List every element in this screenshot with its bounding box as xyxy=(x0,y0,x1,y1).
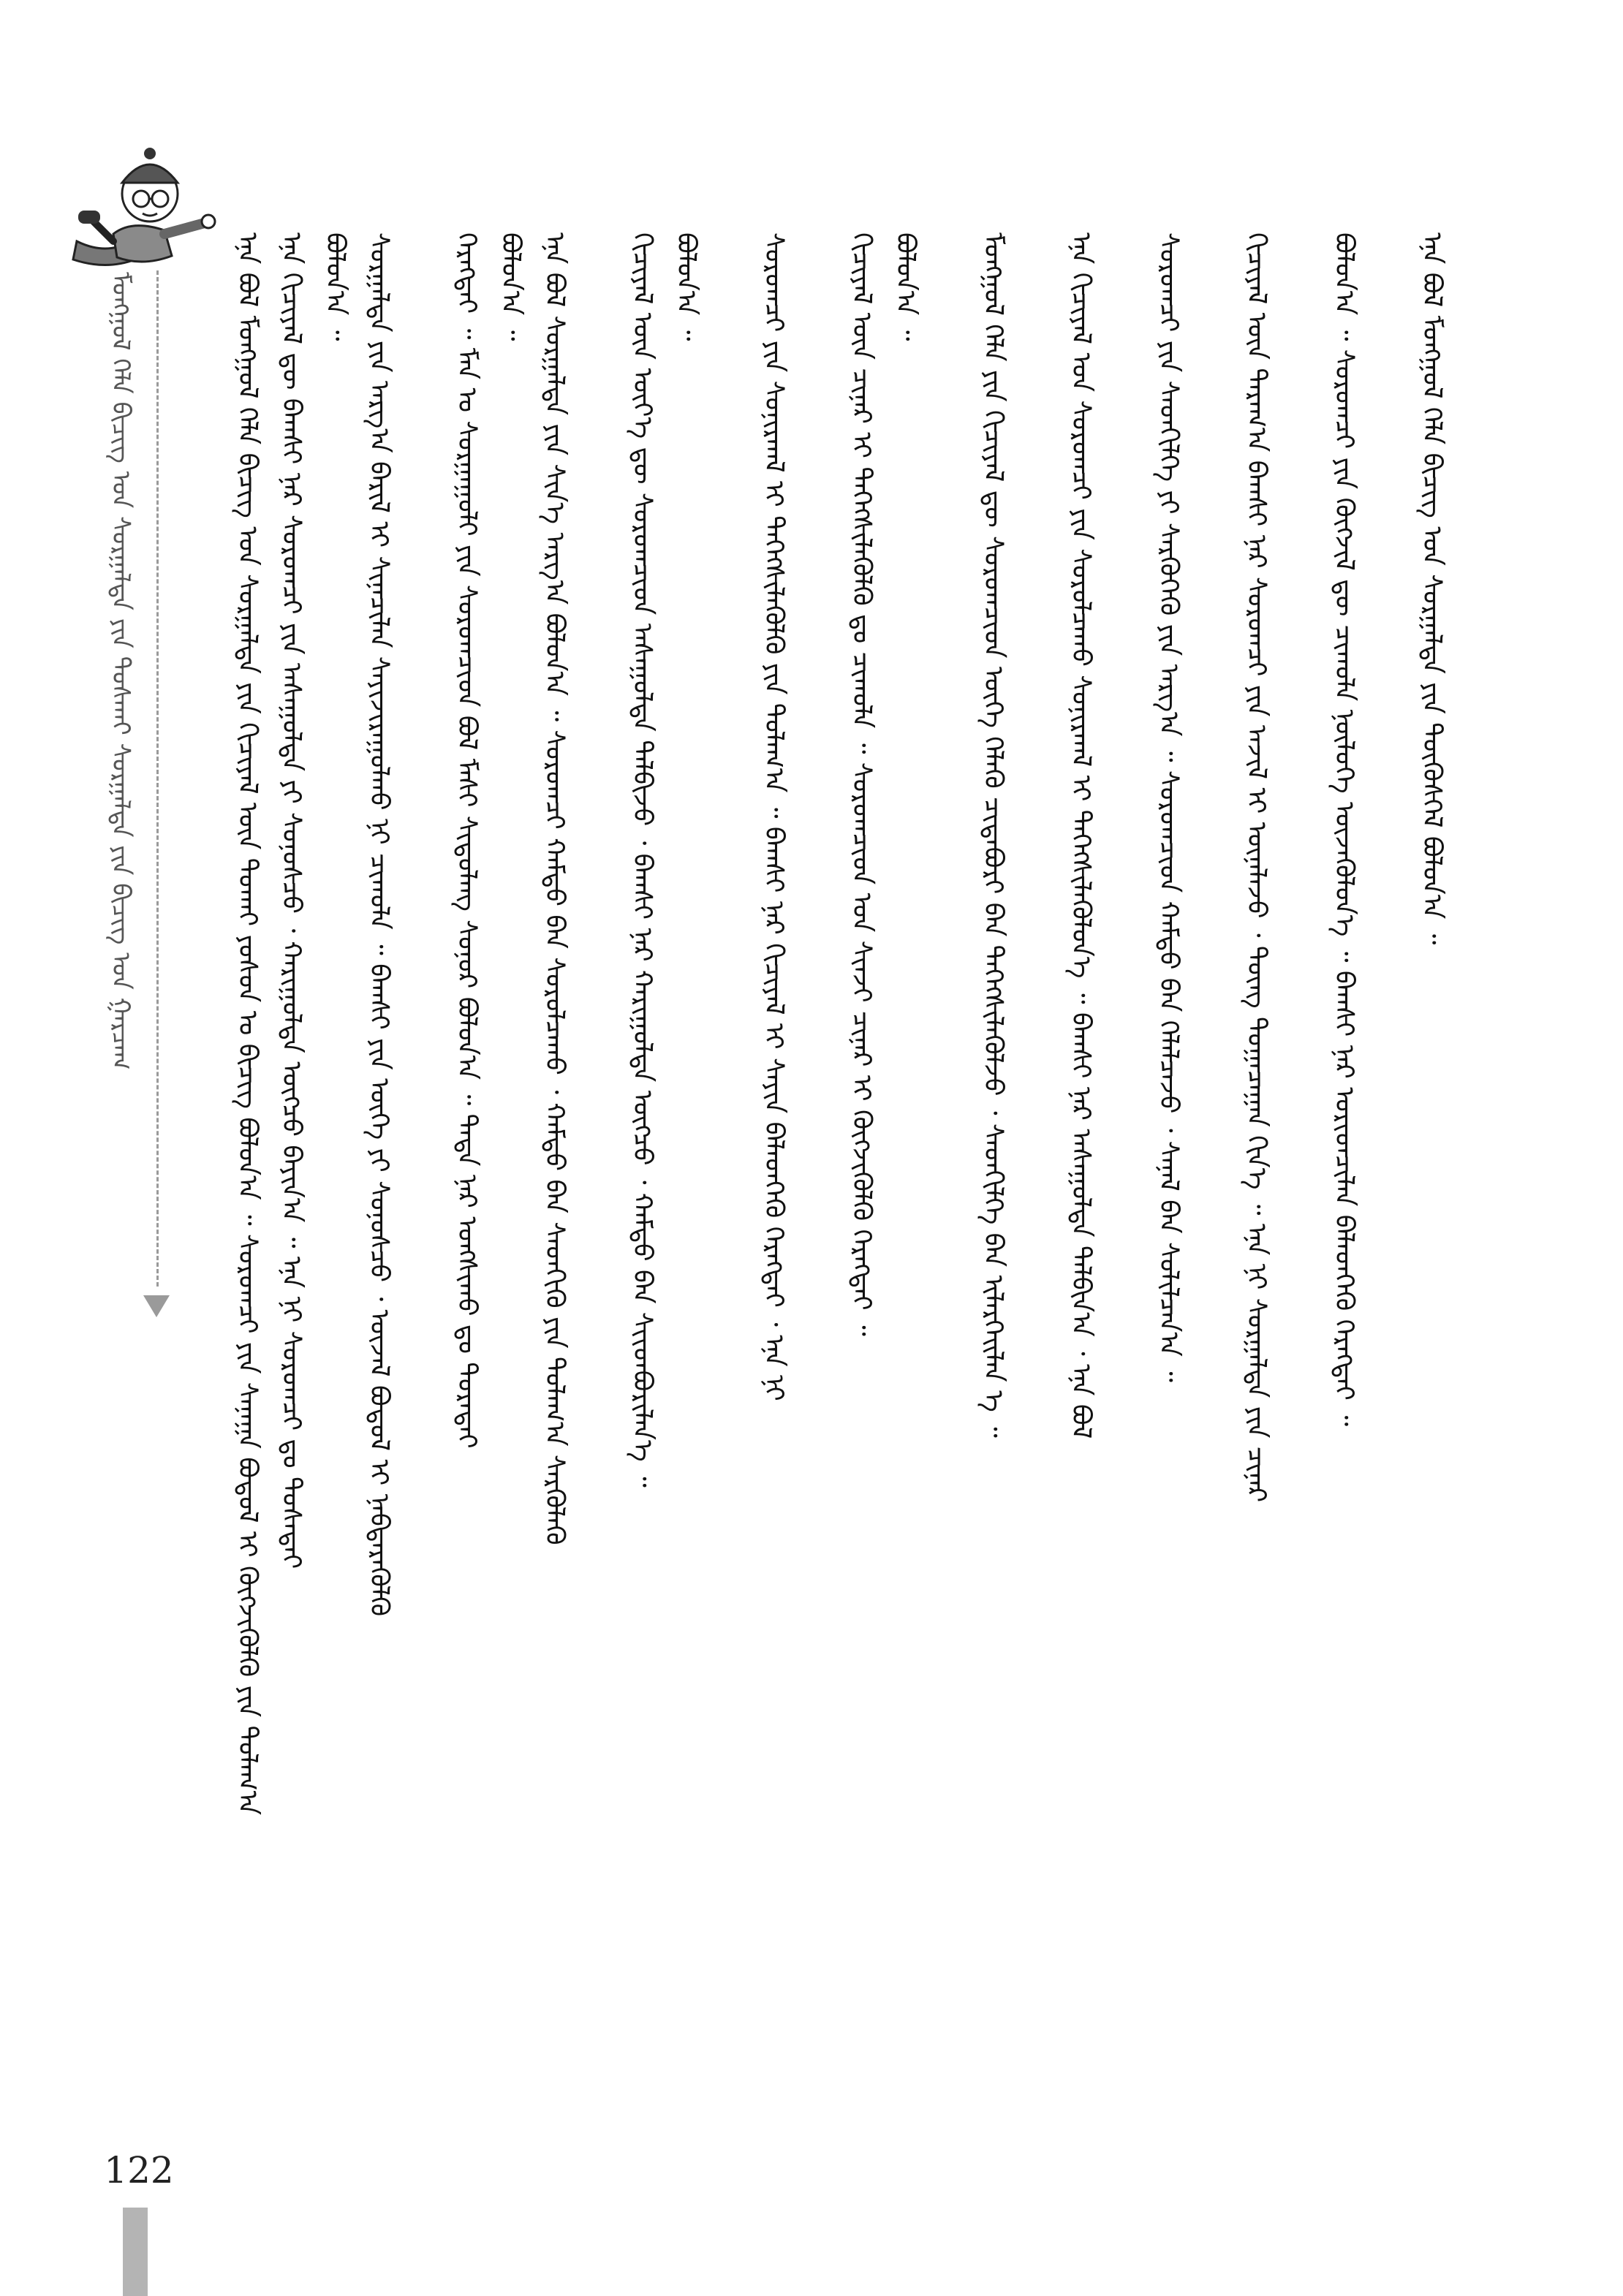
text-column-11: ᠬᠢᠴᠢᠶᠡᠯ ᠦᠨ ᠴᠢᠨᠠᠷ ᠢ ᠳᠡᠭᠡᠭᠰᠢᠯᠡᠭᠦᠯᠬᠦ ᠳᠤ ᠴᠢᠬᠤᠯᠠ ᠃ ᠰᠤᠷᠤᠭᠴᠢᠳ ᠤᠨ ᠰᠢᠨᠵᠢ ᠴᠢᠨᠠᠷ ᠢ ᠬᠥᠭᠵᠢᠭᠦᠯᠬᠦ ᠬᠡᠷᠡᠭᠲᠡᠢ ᠃ xyxy=(847,232,877,1336)
page-number: 122 xyxy=(104,2149,174,2191)
running-header-text: ᠮᠣᠩᠭᠣᠯ ᠬᠡᠯᠡ ᠪᠢᠴᠢᠭ ᠤᠨ ᠰᠤᠷᠭᠠᠯᠲᠠ ᠶᠢᠨ ᠲᠤᠰᠬᠠᠶ ᠰᠤᠷᠭᠠᠯᠲᠠ ᠶᠢᠨ ᠪᠢᠴᠢᠭ ᠤᠨ ᠭᠠᠷᠴᠠᠭ xyxy=(106,272,135,1070)
text-column-18: ᠡᠨᠡ ᠪᠣᠯ ᠮᠣᠩᠭᠣᠯ ᠬᠡᠯᠡ ᠪᠢᠴᠢᠭ ᠤᠨ ᠰᠤᠷᠭᠠᠯᠲᠠ ᠶᠢᠨ ᠲᠥᠭᠦᠰᠬᠡᠯ ᠪᠣᠯᠤᠨ᠎ᠠ ᠃ xyxy=(1417,232,1447,945)
text-column-6: ᠪᠣᠯᠤᠨ᠎ᠠ ᠃ xyxy=(496,232,526,341)
text-column-9: ᠪᠣᠯᠤᠨ᠎ᠠ ᠃ xyxy=(671,232,701,341)
header-dashed-rule xyxy=(156,270,159,1287)
running-header xyxy=(95,272,146,1295)
text-column-16: ᠬᠢᠴᠢᠶᠡᠯ ᠦᠨ ᠳᠠᠷᠠᠭ᠎ᠠ ᠪᠠᠭᠰᠢ ᠨᠠᠷ ᠰᠤᠷᠤᠭᠴᠢ ᠶᠢᠨ ᠠᠵᠢᠯ ᠢ ᠦᠨᠡᠯᠡᠵᠦ ᠂ ᠳᠦᠩ ᠲᠣᠭᠠᠴᠠᠭᠠᠨ ᠬᠢᠨ᠎ᠡ ᠃ ᠡᠨᠡ ᠨᠢ ᠰᠤᠷᠭᠠᠯᠲᠠ ᠶᠢᠨ ᠴᠢᠨᠠᠷ xyxy=(1241,232,1271,1503)
text-column-2: ᠡᠨᠡ ᠬᠢᠴᠢᠶᠡᠯ ᠳᠦ ᠪᠠᠭᠰᠢ ᠨᠠᠷ ᠰᠤᠷᠤᠭᠴᠢ ᠶᠢᠨ ᠠᠰᠠᠭᠤᠯᠲᠠ ᠶᠢ ᠰᠣᠨᠣᠰᠴᠤ ᠂ ᠬᠠᠷᠢᠭᠤᠯᠲᠠ ᠥᠭᠴᠦ ᠪᠠᠶᠢᠨ᠎ᠠ ᠃ ᠡᠨᠡ ᠨᠢ ᠰᠤᠷᠤᠭᠴᠢ ᠳᠤ ᠲᠤᠰᠠᠲᠠᠢ xyxy=(276,232,306,1569)
page-edge-bar xyxy=(123,2208,148,2296)
text-column-1: ᠡᠨᠡ ᠪᠣᠯ ᠮᠣᠩᠭᠣᠯ ᠬᠡᠯᠡ ᠪᠢᠴᠢᠭ ᠤᠨ ᠰᠤᠷᠭᠠᠯᠲᠠ ᠶᠢᠨ ᠬᠢᠴᠢᠶᠡᠯ ᠦᠨ ᠲᠤᠬᠠᠢ ᠶᠣᠰᠣᠨ ᠤ ᠪᠢᠴᠢᠭ ᠪᠣᠯᠣᠨ᠎ᠠ ᠃ ᠰᠤᠷᠤᠭᠴᠢ ᠶᠢᠨ ᠰᠠᠨᠠᠭᠠ ᠪᠣᠳᠣᠯ ᠢ ᠬᠥᠭᠵᠢᠭᠦᠯᠬᠦ ᠶᠢᠨ ᠲᠤᠯᠠᠭ᠎ᠠ xyxy=(232,232,262,1816)
text-column-12: ᠪᠣᠯᠤᠨ᠎ᠠ ᠃ xyxy=(890,232,920,341)
text-column-14: ᠡᠨᠡ ᠬᠢᠴᠢᠶᠡᠯ ᠤᠨ ᠰᠤᠷᠤᠭᠴᠢ ᠶᠢᠨ ᠰᠤᠷᠤᠯᠴᠠᠬᠤ ᠰᠣᠨᠢᠷᠬᠠᠯ ᠢ ᠳᠡᠭᠡᠭᠰᠢᠯᠡᠭᠦᠯᠦᠨ᠎ᠡ ᠃ ᠪᠠᠭᠰᠢ ᠨᠠᠷ ᠠᠰᠠᠭᠤᠯᠲᠠ ᠲᠠᠯᠪᠢᠨ᠎ᠠ ᠂ ᠡᠨᠡ ᠪᠣᠯ xyxy=(1066,232,1096,1439)
reading-boy-mascot-icon xyxy=(62,132,223,278)
header-arrow-icon xyxy=(143,1295,170,1317)
text-column-3: ᠪᠣᠯᠤᠨ᠎ᠠ ᠃ xyxy=(320,232,350,341)
text-column-5: ᠬᠡᠷᠡᠭᠲᠡᠢ ᠃ ᠮᠠᠨ ᠤ ᠰᠤᠷᠭᠠᠭᠤᠯᠢ ᠶᠢᠨ ᠰᠤᠷᠤᠭᠴᠢᠳ ᠪᠣᠯ ᠮᠠᠰᠢ ᠰᠢᠳᠦᠯᠡᠩ ᠰᠣᠨᠣᠷ ᠪᠣᠯᠤᠨ᠎ᠠ ᠃ ᠲᠡᠳᠡ ᠨᠠᠷ ᠤᠩᠰᠢᠬᠤ ᠳᠤ ᠳᠤᠷᠠᠲᠠᠢ xyxy=(452,232,482,1449)
text-column-13: ᠮᠣᠩᠭᠣᠯ ᠬᠡᠯᠡ ᠶᠢᠨ ᠬᠢᠴᠢᠶᠡᠯ ᠳᠦ ᠰᠤᠷᠤᠭᠴᠢᠳ ᠦᠭᠡ ᠬᠡᠯᠡᠬᠦ ᠴᠢᠳᠠᠪᠤᠷᠢ ᠪᠡᠨ ᠳᠡᠭᠡᠭᠰᠢᠯᠡᠭᠦᠯᠵᠦ ᠂ ᠰᠡᠳᠬᠢᠯᠭᠡ ᠪᠡᠨ ᠢᠯᠡᠷᠬᠡᠢᠯᠡᠨ ᠡ ᠃ xyxy=(978,232,1008,1438)
text-column-15: ᠰᠤᠷᠤᠭᠴᠢ ᠶᠢᠨ ᠰᠡᠳᠬᠢᠯᠭᠡ ᠶᠢ ᠰᠡᠷᠭᠦᠭᠡᠬᠦ ᠶᠢᠨ ᠠᠷᠭ᠎ᠠ ᠃ ᠰᠤᠷᠤᠭᠴᠢᠳ ᠬᠠᠮᠲᠤ ᠪᠡᠨ ᠬᠡᠯᠡᠯᠴᠡᠵᠦ ᠂ ᠰᠠᠨᠠᠯ ᠪᠡᠨ ᠰᠣᠯᠢᠯᠴᠠᠨ᠎ᠠ ᠃ xyxy=(1154,232,1184,1382)
text-column-4: ᠰᠤᠷᠭᠠᠯᠲᠠ ᠶᠢᠨ ᠠᠷᠭ᠎ᠠ ᠪᠠᠷᠢᠯ ᠢ ᠰᠢᠨᠡᠴᠢᠯᠡᠨ ᠰᠠᠶᠢᠵᠢᠷᠠᠭᠤᠯᠬᠤ ᠨᠢ ᠴᠢᠬᠤᠯᠠ ᠃ ᠪᠠᠭᠰᠢ ᠶᠢᠨ ᠦᠭᠡ ᠶᠢ ᠰᠣᠨᠣᠰᠴᠤ ᠂ ᠦᠵᠡᠯ ᠪᠣᠳᠣᠯ ᠢ ᠨᠡᠪᠲᠡᠷᠡᠭᠦᠯᠬᠦ xyxy=(364,232,394,1617)
text-column-8: ᠬᠢᠴᠢᠶᠡᠯ ᠦᠨ ᠦᠶ᠎ᠡ ᠳᠦ ᠰᠤᠷᠤᠭᠴᠢᠳ ᠠᠰᠠᠭᠤᠯᠲᠠ ᠲᠠᠯᠪᠢᠵᠤ ᠂ ᠪᠠᠭᠰᠢ ᠨᠠᠷ ᠬᠠᠷᠢᠭᠤᠯᠲᠠ ᠥᠭᠴᠦ ᠂ ᠬᠠᠮᠲᠤ ᠪᠡᠨ ᠰᠢᠢᠳᠪᠦᠷᠢᠯᠡᠨ᠎ᠡ ᠃ xyxy=(627,232,657,1488)
text-column-7: ᠡᠨᠡ ᠪᠣᠯ ᠰᠤᠷᠭᠠᠯᠲᠠ ᠶᠢᠨ ᠰᠢᠨ᠎ᠡ ᠠᠷᠭ᠎ᠠ ᠪᠣᠯᠤᠨ᠎ᠠ ᠃ ᠰᠤᠷᠤᠭᠴᠢ ᠬᠠᠮᠲᠤ ᠪᠡᠨ ᠰᠤᠷᠤᠯᠴᠠᠬᠤ ᠂ ᠬᠠᠮᠲᠤ ᠪᠡᠨ ᠰᠡᠳᠬᠢᠬᠦ ᠶᠢᠨ ᠲᠤᠯᠠᠭ᠎ᠠ ᠰᠡᠷᠭᠦᠯᠡᠬᠦ xyxy=(540,232,570,1545)
text-column-17: ᠪᠣᠯᠤᠨ᠎ᠠ ᠃ ᠰᠤᠷᠤᠭᠴᠢ ᠶᠢᠨ ᠬᠥᠭᠵᠢᠯ ᠳᠦ ᠴᠢᠬᠤᠯᠠ ᠨᠥᠯᠦᠭᠡ ᠦᠵᠡᠭᠦᠯᠦᠨ᠎ᠡ ᠃ ᠪᠠᠭᠰᠢ ᠨᠠᠷ ᠤᠷᠢᠳᠴᠢᠯᠠᠨ ᠪᠡᠯᠡᠳᠭᠡᠬᠦ ᠬᠡᠷᠡᠭᠲᠡᠢ ᠃ xyxy=(1329,232,1359,1427)
text-column-10: ᠰᠤᠷᠤᠭᠴᠢ ᠶᠢᠨ ᠰᠣᠨᠢᠷᠬᠠᠯ ᠢ ᠳᠡᠭᠡᠭᠰᠢᠯᠡᠭᠦᠯᠬᠦ ᠶᠢᠨ ᠲᠤᠯᠠᠭ᠎ᠠ ᠃ ᠪᠠᠭᠰᠢ ᠨᠠᠷ ᠬᠢᠴᠢᠶᠡᠯ ᠢ ᠰᠠᠶᠢᠨ ᠪᠡᠯᠡᠳᠭᠡᠬᠦ ᠬᠡᠷᠡᠭᠲᠡᠢ ᠂ ᠡᠨᠡ ᠨᠢ xyxy=(759,232,789,1401)
